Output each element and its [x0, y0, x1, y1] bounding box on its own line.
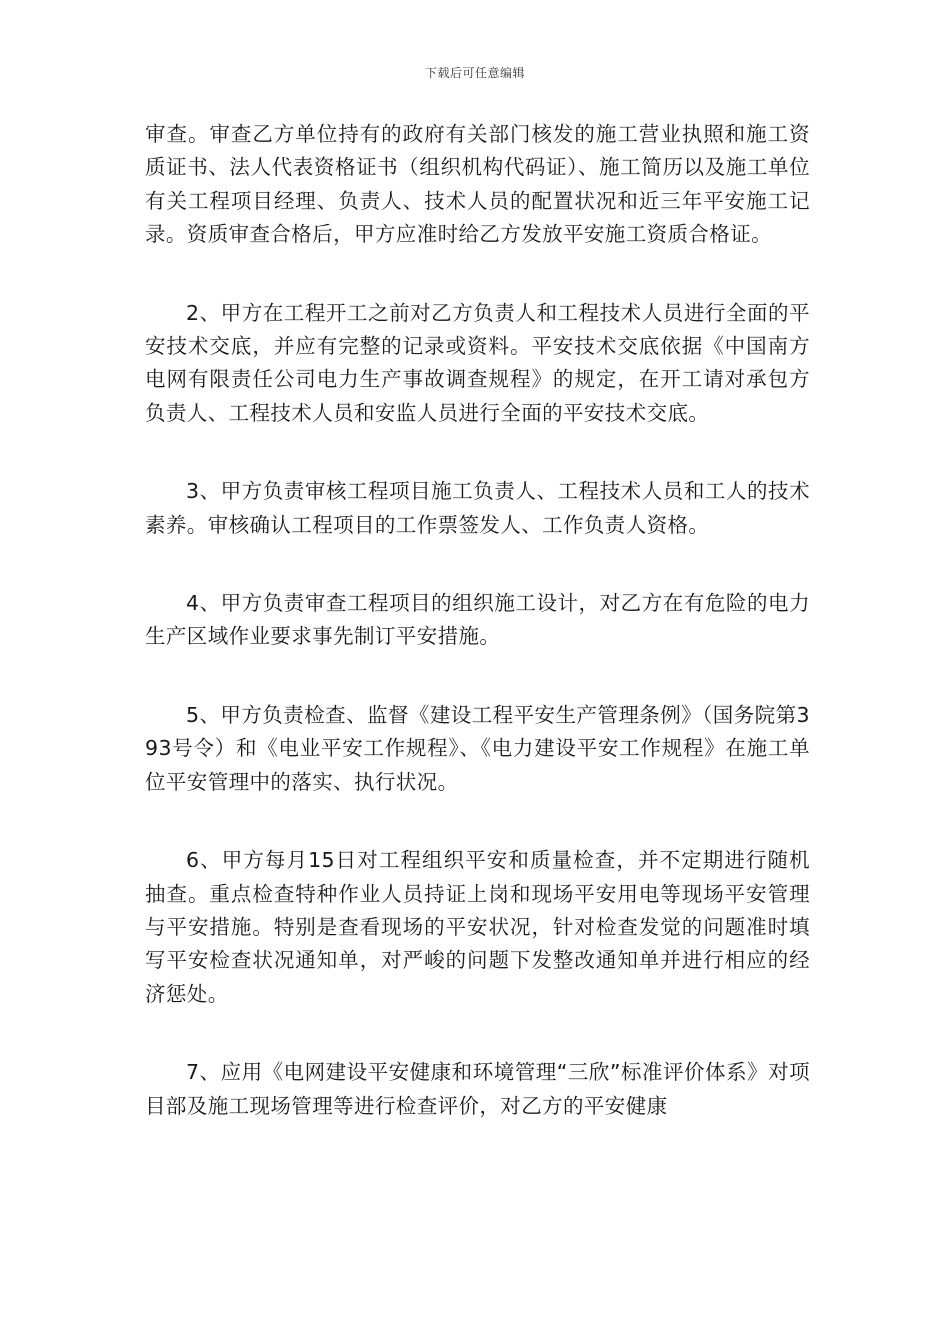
- paragraph-item-2: 2、甲方在工程开工之前对乙方负责人和工程技术人员进行全面的平安技术交底，并应有完整的记录或资料。平安技术交底依据《中国南方电网有限责任公司电力生产事故调查规程》的规定，在开工请对承包方负责人、工程技术人员和安监人员进行全面的平安技术交底。: [145, 300, 810, 425]
- paragraph-item-5: 5、甲方负责检查、监督《建设工程平安生产管理条例》（国务院第393号令）和《电业平安工作规程》、《电力建设平安工作规程》在施工单位平安管理中的落实、执行状况。: [145, 702, 810, 794]
- paragraph-item-7: 7、应用《电网建设平安健康和环境管理“三欣”标准评价体系》对项目部及施工现场管理等进行检查评价，对乙方的平安健康: [145, 1060, 810, 1118]
- page-header: 下载后可任意编辑: [424, 66, 525, 80]
- paragraph-item-3: 3、甲方负责审核工程项目施工负责人、工程技术人员和工人的技术素养。审核确认工程项目的工作票签发人、工作负责人资格。: [145, 479, 810, 537]
- document-body: [145, 118, 810, 1123]
- paragraph-qualification-review: 审查。审查乙方单位持有的政府有关部门核发的施工营业执照和施工资质证书、法人代表资格证书（组织机构代码证）、施工简历以及施工单位有关工程项目经理、负责人、技术人员的配置状况和近三年平安施工记录。资质审查合格后，甲方应准时给乙方发放平安施工资质合格证。: [145, 122, 810, 247]
- paragraph-item-6: 6、甲方每月15日对工程组织平安和质量检查，并不定期进行随机抽查。重点检查特种作业人员持证上岗和现场平安用电等现场平安管理与平安措施。特别是查看现场的平安状况，针对检查发觉的问题准时填写平安检查状况通知单，对严峻的问题下发整改通知单并进行相应的经济惩处。: [145, 848, 810, 1006]
- paragraph-item-4: 4、甲方负责审查工程项目的组织施工设计，对乙方在有危险的电力生产区域作业要求事先制订平安措施。: [145, 591, 810, 649]
